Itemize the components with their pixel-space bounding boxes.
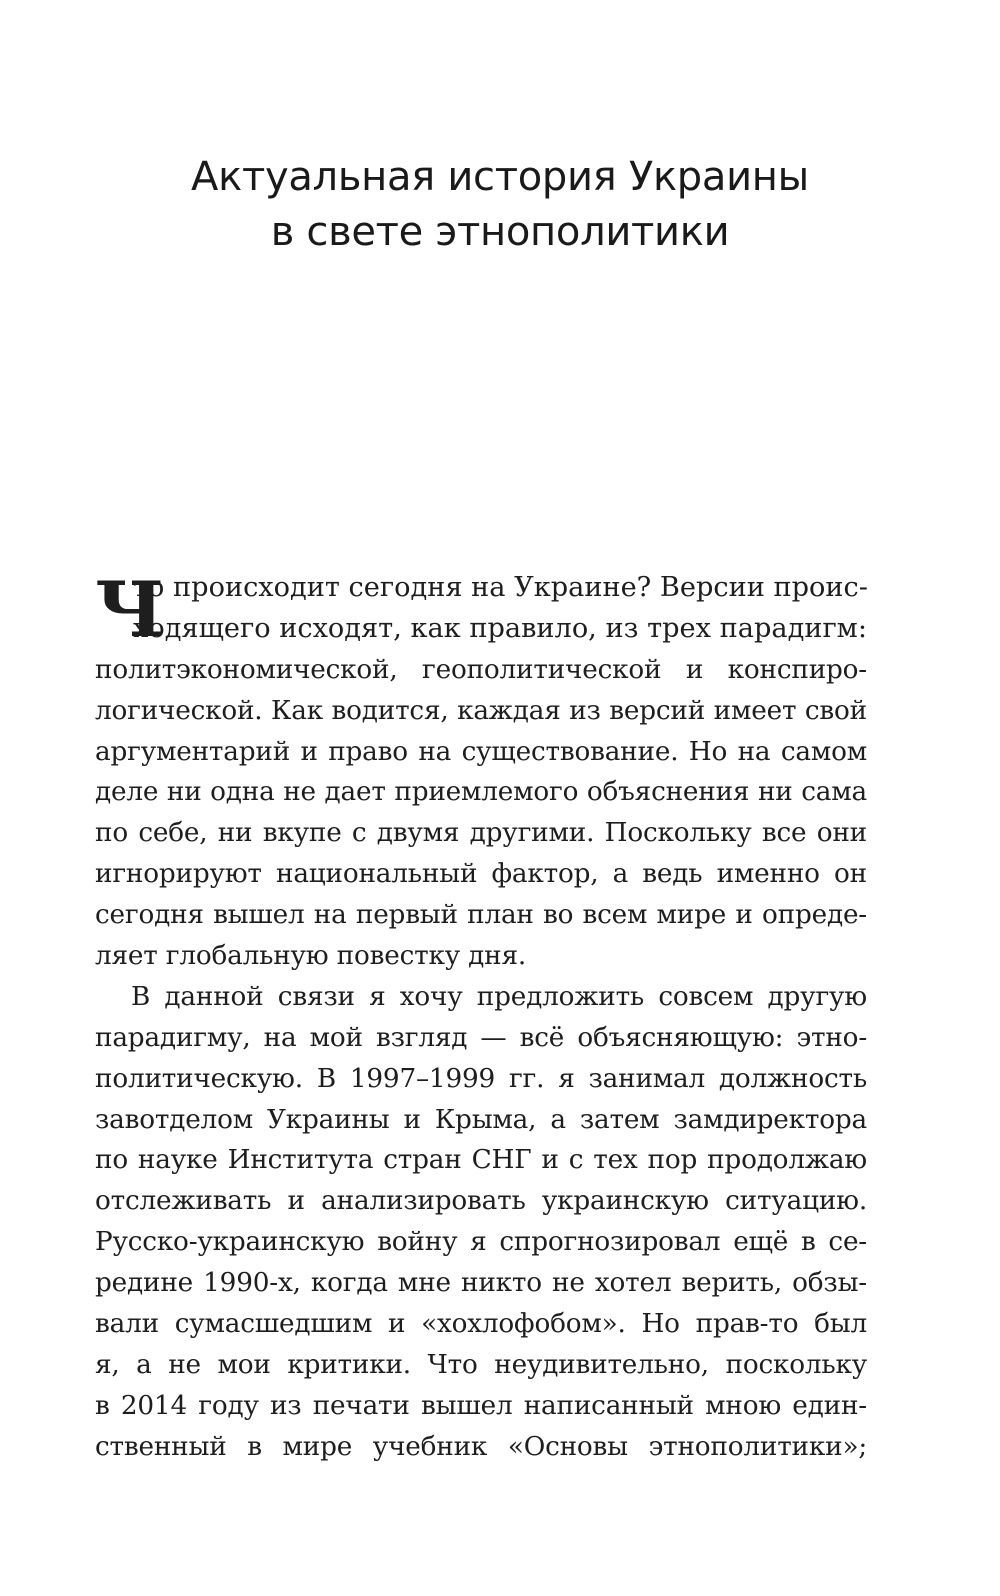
text-line: парадигму, на мой взгляд — всё объясняющую: этно- — [95, 1022, 867, 1053]
paragraph-1 — [95, 565, 868, 977]
text-line: деле ни одна не дает приемлемого объяснения ни сама — [95, 777, 867, 808]
text-line: Русско-украинскую войну я спрогнозировал ещё в се- — [95, 1227, 867, 1258]
text-line: игнорируют национальный фактор, а ведь именно он — [95, 859, 867, 890]
chapter-title-line-2: в свете этнополитики — [270, 209, 730, 255]
text-line: ляет глобальную повестку дня. — [95, 941, 527, 972]
text-line: завотделом Украины и Крыма, а затем замдиректора — [95, 1104, 867, 1135]
text-line: редине 1990-х, когда мне никто не хотел верить, обзы- — [95, 1268, 867, 1299]
text-line: ходящего исходят, как правило, из трех парадигм: — [133, 612, 867, 644]
text-line: В данной связи я хочу предложить совсем другую — [131, 981, 867, 1012]
text-line: по себе, ни вкупе с двумя другими. Поскольку все они — [95, 818, 867, 849]
text-line: вали сумасшедшим и «хохлофобом». Но прав-то был — [95, 1309, 867, 1340]
text-line: я, а не мои критики. Что неудивительно, поскольку — [95, 1349, 867, 1380]
chapter-body — [95, 565, 868, 1468]
text-line: логической. Как водится, каждая из версий имеет свой — [95, 695, 867, 726]
text-line: то происходит сегодня на Украине? Версии проис- — [133, 572, 868, 603]
chapter-title — [100, 150, 900, 260]
chapter-title-line-1: Актуальная история Украины — [191, 154, 809, 200]
paragraph-2 — [95, 977, 867, 1468]
text-line: в 2014 году из печати вышел написанный мною един- — [95, 1390, 867, 1421]
text-line: по науке Института стран СНГ и с тех пор продолжаю — [95, 1145, 867, 1176]
text-line: отслеживать и анализировать украинскую ситуацию. — [95, 1186, 867, 1217]
text-line: сегодня вышел на первый план во всем мире и опреде- — [95, 900, 867, 931]
text-line: ственный в мире учебник «Основы этнополитики»; — [95, 1431, 867, 1462]
text-line: аргументарий и право на существование. Но на самом — [95, 736, 867, 767]
text-line: политэкономической, геополитической и конспиро- — [95, 654, 867, 685]
text-line: политическую. В 1997–1999 гг. я занимал должность — [95, 1063, 867, 1094]
drop-cap: Ч — [95, 565, 165, 654]
